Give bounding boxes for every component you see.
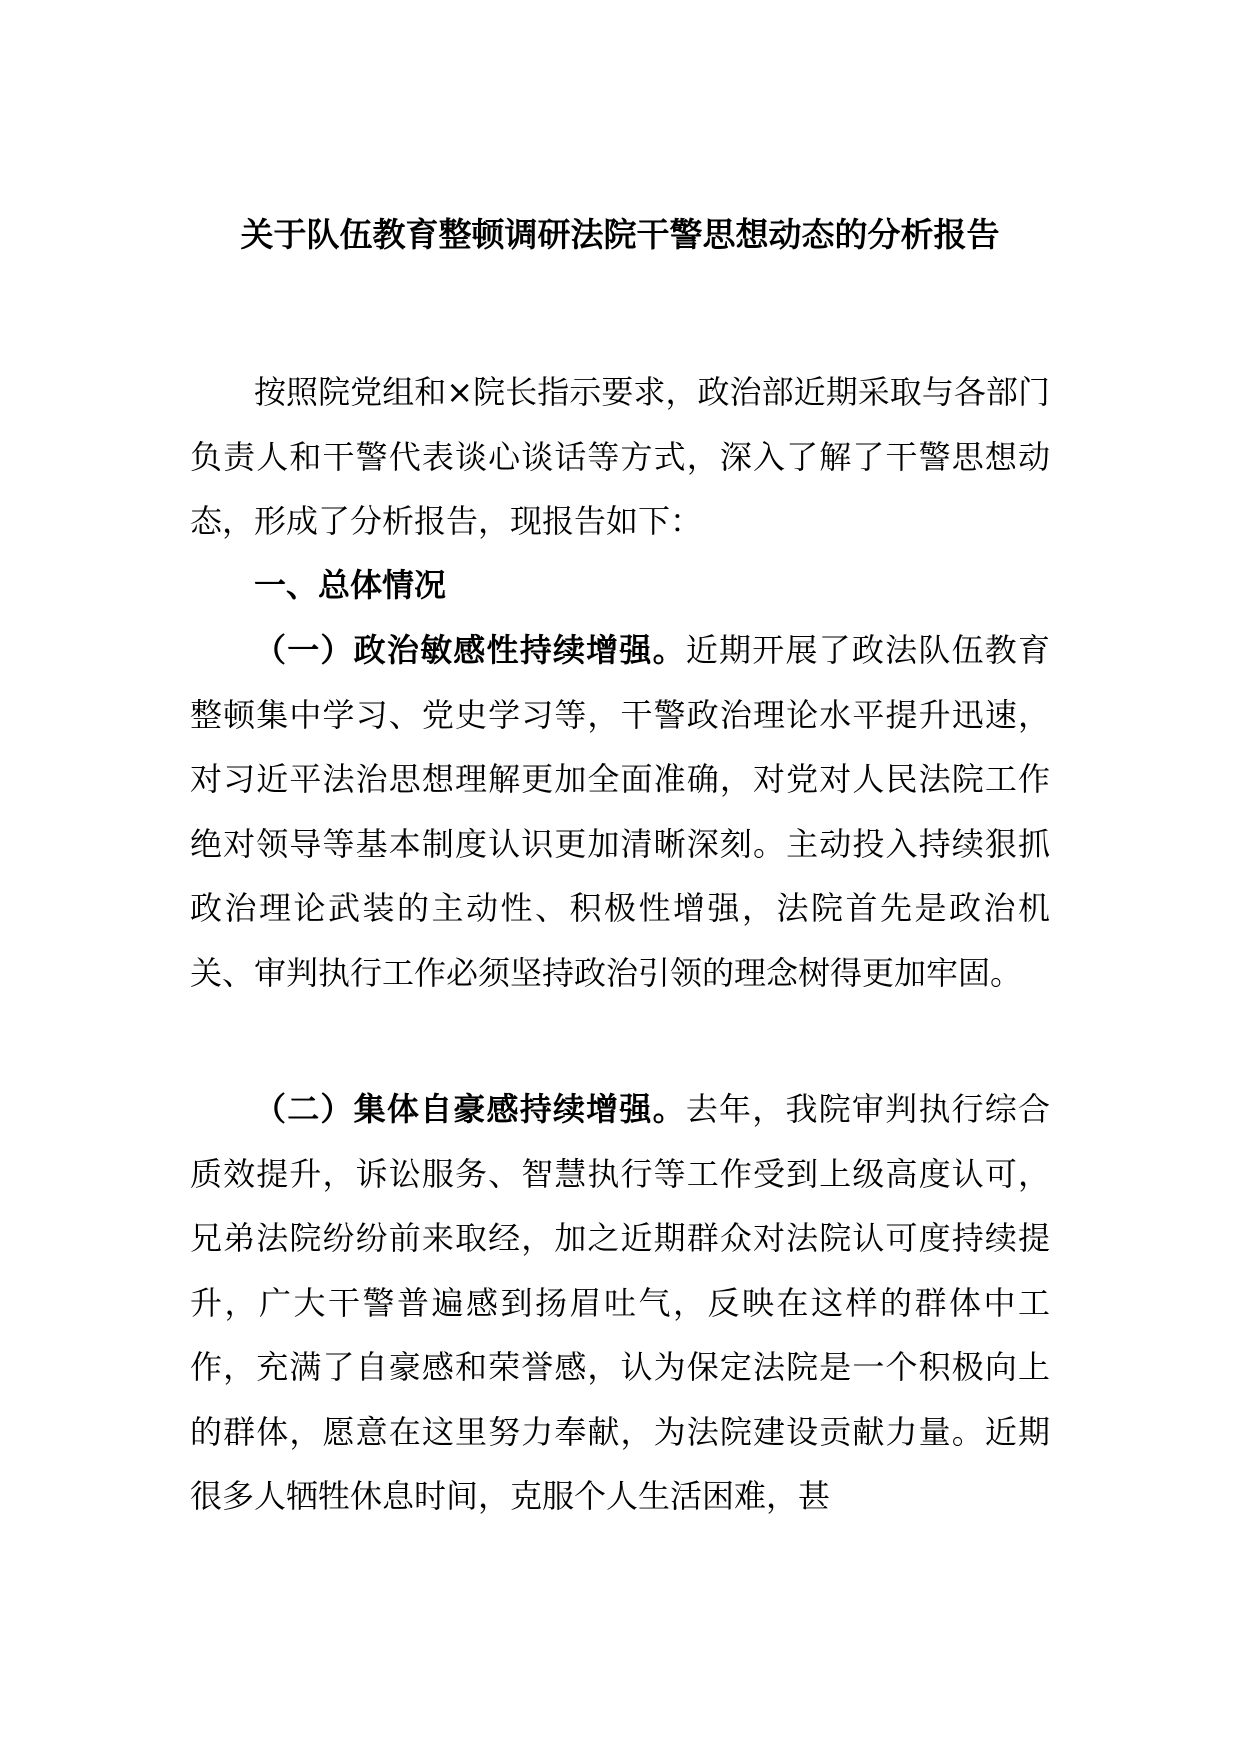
paragraph-political-sensitivity: [190, 618, 1050, 1005]
paragraph-lead: （二）集体自豪感持续增强。: [254, 1090, 686, 1128]
paragraph-collective-pride: [190, 1077, 1050, 1529]
paragraph-lead: （一）政治敏感性持续增强。: [254, 631, 686, 669]
paragraph-text: 近期开展了政法队伍教育整顿集中学习、党史学习等，干警政治理论水平提升迅速，对习近平法治思想理解更加全面准确，对党对人民法院工作绝对领导等基本制度认识更加清晰深刻。主动投入持续狠抓政治理论武装的主动性、积极性增强，法院首先是政治机关、审判执行工作必须坚持政治引领的理念树得更加牢固。: [190, 631, 1050, 992]
intro-paragraph: 按照院党组和×院长指示要求，政治部近期采取与各部门负责人和干警代表谈心谈话等方式，深入了解了干警思想动态，形成了分析报告，现报告如下：: [190, 373, 1050, 540]
section-heading: 一、总体情况: [254, 566, 447, 604]
document-title: 关于队伍教育整顿调研法院干警思想动态的分析报告: [240, 215, 1000, 254]
paragraph-text: 去年，我院审判执行综合质效提升，诉讼服务、智慧执行等工作受到上级高度认可，兄弟法院纷纷前来取经，加之近期群众对法院认可度持续提升，广大干警普遍感到扬眉吐气，反映在这样的群体中工作，充满了自豪感和荣誉感，认为保定法院是一个积极向上的群体，愿意在这里努力奉献，为法院建设贡献力量。近期很多人牺牲休息时间，克服个人生活困难，甚: [190, 1090, 1050, 1515]
